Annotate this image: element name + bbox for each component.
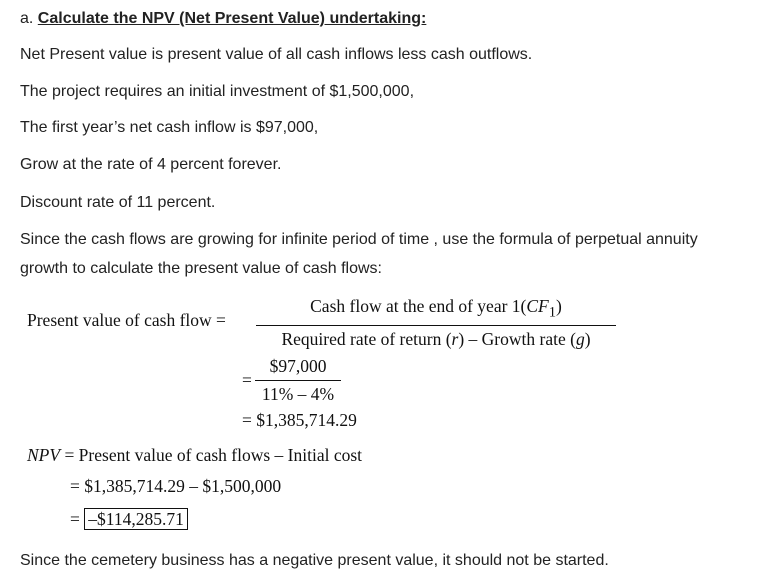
pv-formula-fraction <box>256 296 616 350</box>
pv-step2-equals: = <box>242 370 252 390</box>
heading-prefix: a. <box>20 10 38 27</box>
paragraph-conclusion: Since the cemetery business has a negative present value, it should not be started. <box>20 552 609 569</box>
pv-formula-numerator: Cash flow at the end of year $1(CF_1)$ <box>310 296 562 321</box>
npv-result-box: –$114,285.71 <box>84 508 188 530</box>
pv-result: = $1,385,714.29 <box>242 410 357 430</box>
paragraph-npv-definition: Net Present value is present value of all cash inflows less cash outflows. <box>20 46 533 63</box>
pv-formula-lhs: Present value of cash flow = <box>27 310 226 330</box>
paragraph-first-year-cash: The first year’s net cash inflow is $97,000, <box>20 119 319 136</box>
heading <box>20 6 426 32</box>
paragraph-growth-rate: Grow at the rate of 4 percent forever. <box>20 156 282 173</box>
paragraph-explanation-line2: growth to calculate the present value of cash flows: <box>20 260 382 277</box>
paragraph-explanation-line1: Since the cash flows are growing for infinite period of time , use the formula of perpetual annuity <box>20 231 698 248</box>
npv-line3: = –$114,285.71 <box>70 509 188 530</box>
paragraph-discount-rate: Discount rate of 11 percent. <box>20 194 216 211</box>
npv-line1: NPV = Present value of cash flows – Initial cost <box>27 445 363 465</box>
npv-line2: = $1,385,714.29 – $1,500,000 <box>70 476 282 496</box>
pv-step2-numerator: $97,000 <box>269 356 327 376</box>
npv-variable: NPV <box>27 445 61 465</box>
heading-title: Calculate the NPV (Net Present Value) undertaking: <box>37 10 427 27</box>
paragraph-initial-investment: The project requires an initial investment of $1,500,000, <box>20 83 415 100</box>
pv-step2-fraction <box>255 356 341 405</box>
pv-step2-denominator: 11% – 4% <box>255 380 341 405</box>
pv-formula-denominator: Required rate of return (r) – Growth rate (g) <box>256 325 616 350</box>
